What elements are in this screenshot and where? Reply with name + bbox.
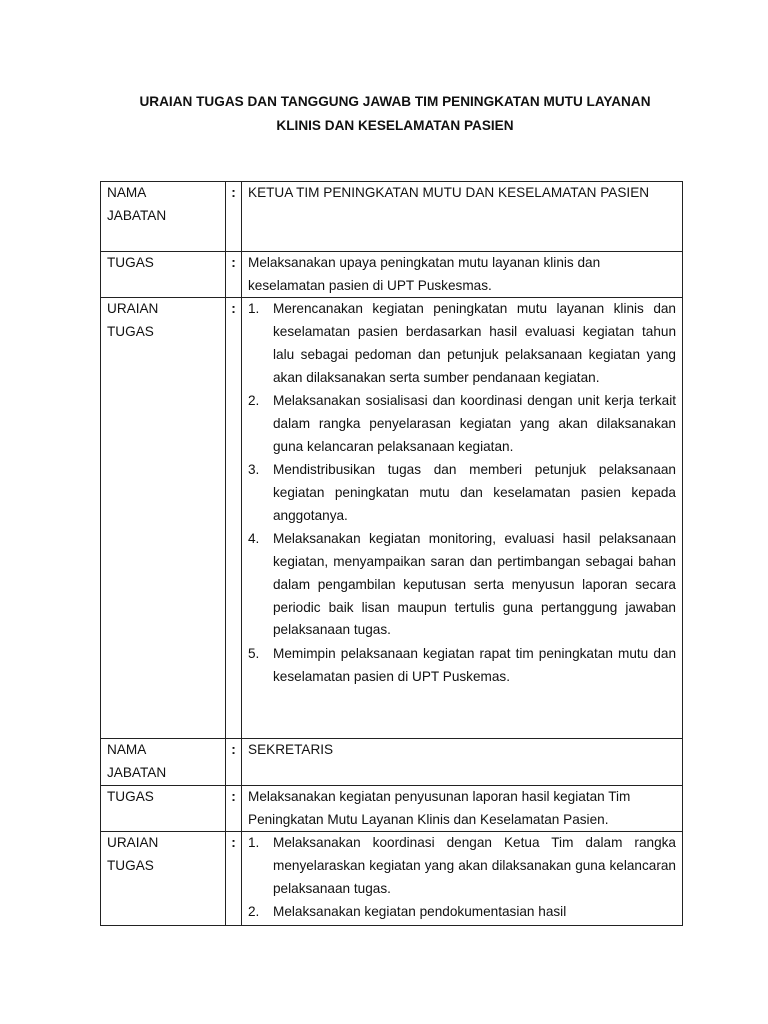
- item-text: Merencanakan kegiatan peningkatan mutu layanan klinis dan keselamatan pasien berdasarkan hasil evaluasi kegiatan tahun lalu sebagai pedoman dan petunjuk pelaksanaan kegiatan yang akan dilaksanakan serta sumber pendanaan kegiatan.: [273, 301, 676, 385]
- label-cell: [101, 832, 226, 926]
- table-row: [101, 832, 683, 926]
- title-line-2: KLINIS DAN KESELAMATAN PASIEN: [276, 118, 514, 133]
- list-item: [248, 459, 676, 527]
- label-cell: [101, 252, 226, 298]
- label-jabatan: JABATAN: [107, 765, 167, 781]
- colon-cell: :: [226, 252, 242, 298]
- colon-cell: :: [226, 832, 242, 926]
- item-number: 1.: [248, 835, 260, 851]
- label-tugas: TUGAS: [107, 857, 154, 873]
- label-cell: [101, 182, 226, 252]
- duty-list: [248, 832, 676, 924]
- item-number: 2.: [248, 904, 260, 920]
- label-nama: NAMA: [107, 185, 147, 200]
- value-cell: [242, 182, 683, 252]
- list-item: [248, 832, 676, 900]
- item-number: 2.: [248, 393, 260, 409]
- list-item: [248, 298, 676, 389]
- table-row: [101, 182, 683, 252]
- label-cell: [101, 785, 226, 831]
- item-text: Melaksanakan kegiatan pendokumentasian hasil: [273, 904, 567, 920]
- colon-cell: :: [226, 182, 242, 252]
- list-item: [248, 643, 676, 688]
- list-item: [248, 901, 676, 924]
- item-number: 4.: [248, 531, 260, 547]
- value-cell: [242, 252, 683, 298]
- duty-table: [100, 181, 683, 926]
- item-number: 1.: [248, 301, 260, 317]
- table-row: [101, 785, 683, 831]
- label-jabatan: JABATAN: [107, 207, 167, 223]
- label-tugas: TUGAS: [107, 255, 154, 270]
- item-text: Melaksanakan koordinasi dengan Ketua Tim dalam rangka menyelaraskan kegiatan yang akan dilaksanakan guna kelancaran pelaksanaan tugas.: [273, 835, 676, 896]
- title-line-1: URAIAN TUGAS DAN TANGGUNG JAWAB TIM PENINGKATAN MUTU LAYANAN: [139, 94, 651, 109]
- task-summary: Melaksanakan kegiatan penyusunan laporan hasil kegiatan Tim Peningkatan Mutu Layanan Klinis dan Keselamatan Pasien.: [248, 788, 631, 827]
- label-cell: [101, 298, 226, 739]
- label-tugas: TUGAS: [107, 788, 154, 804]
- value-cell: [242, 832, 683, 926]
- item-text: Melaksanakan kegiatan monitoring, evaluasi hasil pelaksanaan kegiatan, menyampaikan saran dan pertimbangan sebagai bahan dalam pengambilan keputusan serta menyusun laporan secara periodic baik lisan maupun tertulis guna pertanggung jawaban pelaksanaan tugas.: [273, 531, 676, 638]
- colon-cell: :: [226, 785, 242, 831]
- value-cell: [242, 298, 683, 739]
- item-text: Memimpin pelaksanaan kegiatan rapat tim peningkatan mutu dan keselamatan pasien di UPT Puskemas.: [273, 645, 676, 684]
- colon-cell: :: [226, 298, 242, 739]
- table-row: [101, 739, 683, 785]
- label-uraian: URAIAN: [107, 301, 159, 317]
- label-nama: NAMA: [107, 742, 147, 758]
- colon-cell: :: [226, 739, 242, 785]
- table-row: [101, 298, 683, 739]
- position-name: KETUA TIM PENINGKATAN MUTU DAN KESELAMATAN PASIEN: [248, 185, 650, 200]
- item-text: Melaksanakan sosialisasi dan koordinasi dengan unit kerja terkait dalam rangka penyelarasan kegiatan yang akan dilaksanakan guna kelancaran pelaksanaan kegiatan.: [273, 393, 676, 454]
- task-summary: Melaksanakan upaya peningkatan mutu layanan klinis dan keselamatan pasien di UPT Puskesmas.: [248, 255, 601, 293]
- label-tugas: TUGAS: [107, 324, 154, 340]
- value-cell: [242, 785, 683, 831]
- table-row: [101, 252, 683, 298]
- list-item: [248, 528, 676, 642]
- position-name: SEKRETARIS: [248, 742, 334, 758]
- document-title: [100, 90, 690, 138]
- item-text: Mendistribusikan tugas dan memberi petunjuk pelaksanaan kegiatan peningkatan mutu dan keselamatan pasien kepada anggotanya.: [273, 462, 676, 523]
- item-number: 5.: [248, 645, 260, 661]
- label-uraian: URAIAN: [107, 835, 159, 851]
- list-item: [248, 390, 676, 458]
- label-cell: [101, 739, 226, 785]
- item-number: 3.: [248, 462, 260, 478]
- duty-list: [248, 298, 676, 688]
- value-cell: [242, 739, 683, 785]
